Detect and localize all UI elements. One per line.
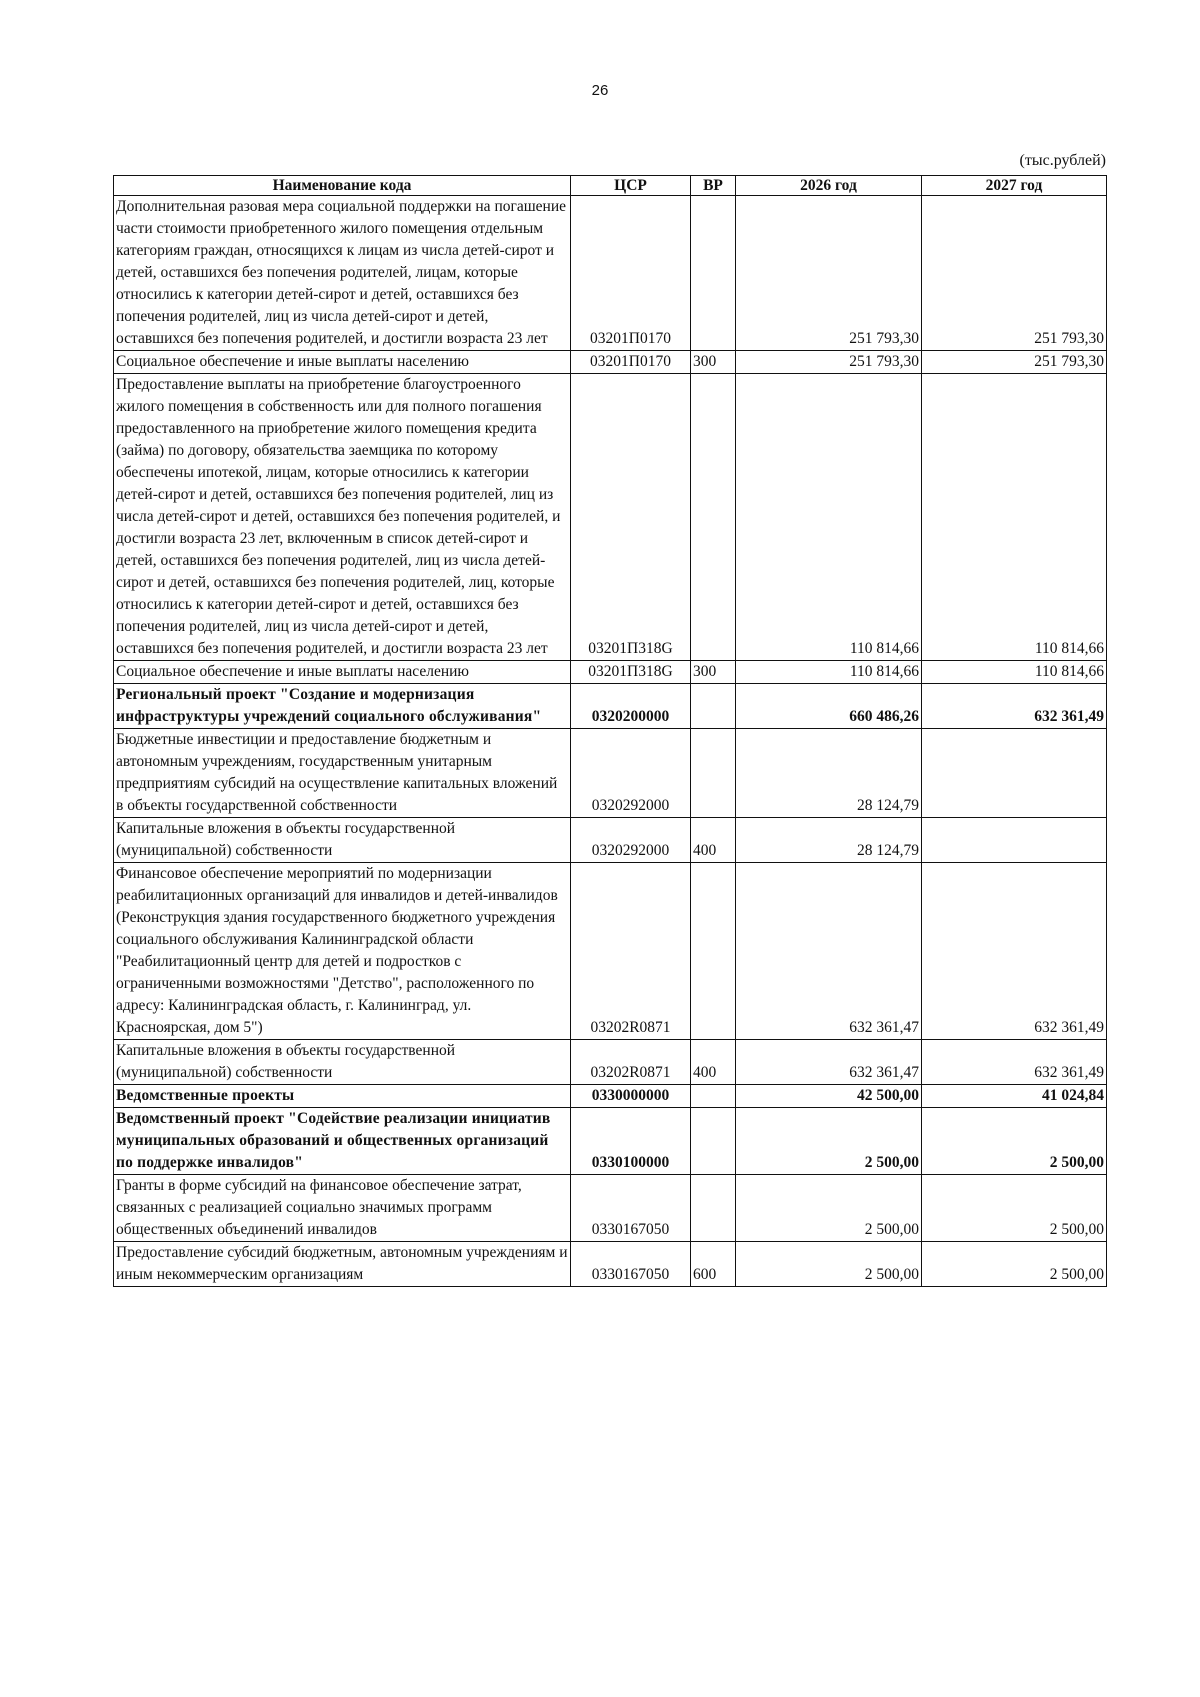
header-csr: ЦСР bbox=[571, 176, 691, 196]
row-2027: 251 793,30 bbox=[922, 196, 1107, 351]
table-row bbox=[114, 1040, 1107, 1085]
row-2027: 2 500,00 bbox=[922, 1108, 1107, 1175]
row-csr: 0320292000 bbox=[571, 729, 691, 818]
row-vr bbox=[691, 374, 736, 661]
table-row bbox=[114, 818, 1107, 863]
row-name: Социальное обеспечение и иные выплаты населению bbox=[114, 351, 571, 374]
row-2026: 2 500,00 bbox=[736, 1175, 922, 1242]
row-2027: 632 361,49 bbox=[922, 1040, 1107, 1085]
table-row bbox=[114, 374, 1107, 661]
table-row bbox=[114, 661, 1107, 684]
row-name: Ведомственный проект "Содействие реализации инициатив муниципальных образований и общественных организаций по поддержке инвалидов" bbox=[114, 1108, 571, 1175]
header-2027: 2027 год bbox=[922, 176, 1107, 196]
row-2026: 110 814,66 bbox=[736, 374, 922, 661]
budget-table bbox=[113, 175, 1107, 1287]
row-vr: 300 bbox=[691, 661, 736, 684]
row-vr: 400 bbox=[691, 818, 736, 863]
row-name: Гранты в форме субсидий на финансовое обеспечение затрат, связанных с реализацией социально значимых программ общественных объединений инвалидов bbox=[114, 1175, 571, 1242]
row-csr: 03201П0170 bbox=[571, 351, 691, 374]
row-name: Капитальные вложения в объекты государственной (муниципальной) собственности bbox=[114, 818, 571, 863]
row-vr bbox=[691, 1175, 736, 1242]
row-vr: 600 bbox=[691, 1242, 736, 1287]
row-vr bbox=[691, 863, 736, 1040]
units-label: (тыс.рублей) bbox=[1019, 152, 1106, 169]
row-name: Ведомственные проекты bbox=[114, 1085, 571, 1108]
table-row bbox=[114, 1242, 1107, 1287]
table-row-section bbox=[114, 1108, 1107, 1175]
row-csr: 0330167050 bbox=[571, 1175, 691, 1242]
row-2026: 251 793,30 bbox=[736, 351, 922, 374]
row-2026: 2 500,00 bbox=[736, 1242, 922, 1287]
row-csr: 03201П318G bbox=[571, 374, 691, 661]
page-number: 26 bbox=[591, 82, 609, 99]
row-csr: 03201П318G bbox=[571, 661, 691, 684]
row-csr: 0320200000 bbox=[571, 684, 691, 729]
table-row-section bbox=[114, 1085, 1107, 1108]
row-2026: 251 793,30 bbox=[736, 196, 922, 351]
row-csr: 0330167050 bbox=[571, 1242, 691, 1287]
row-csr: 0330100000 bbox=[571, 1108, 691, 1175]
row-2026: 28 124,79 bbox=[736, 818, 922, 863]
row-name: Бюджетные инвестиции и предоставление бюджетным и автономным учреждениям, государственным унитарным предприятиям субсидий на осуществление капитальных вложений в объекты государственной собственности bbox=[114, 729, 571, 818]
table-header-row bbox=[114, 176, 1107, 196]
row-name: Капитальные вложения в объекты государственной (муниципальной) собственности bbox=[114, 1040, 571, 1085]
row-vr bbox=[691, 1108, 736, 1175]
row-vr bbox=[691, 1085, 736, 1108]
header-vr: ВР bbox=[691, 176, 736, 196]
table-row bbox=[114, 863, 1107, 1040]
row-name: Финансовое обеспечение мероприятий по модернизации реабилитационных организаций для инвалидов и детей-инвалидов (Реконструкция здания государственного бюджетного учреждения социального обслуживания Калининградской области "Реабилитационный центр для детей и подростков с ограниченными возможностями "Детство", расположенного по адресу: Калининградская область, г. Калининград, ул. Красноярская, дом 5") bbox=[114, 863, 571, 1040]
row-2027: 41 024,84 bbox=[922, 1085, 1107, 1108]
row-2027 bbox=[922, 729, 1107, 818]
row-2027: 2 500,00 bbox=[922, 1242, 1107, 1287]
row-2026: 42 500,00 bbox=[736, 1085, 922, 1108]
row-2027: 632 361,49 bbox=[922, 684, 1107, 729]
table-row bbox=[114, 729, 1107, 818]
row-2026: 632 361,47 bbox=[736, 1040, 922, 1085]
row-vr bbox=[691, 196, 736, 351]
row-vr bbox=[691, 729, 736, 818]
row-2027: 251 793,30 bbox=[922, 351, 1107, 374]
row-2026: 110 814,66 bbox=[736, 661, 922, 684]
row-2026: 28 124,79 bbox=[736, 729, 922, 818]
row-vr bbox=[691, 684, 736, 729]
row-csr: 03201П0170 bbox=[571, 196, 691, 351]
row-vr: 300 bbox=[691, 351, 736, 374]
table-row bbox=[114, 196, 1107, 351]
row-2027 bbox=[922, 818, 1107, 863]
row-2027: 110 814,66 bbox=[922, 374, 1107, 661]
table-row-section bbox=[114, 684, 1107, 729]
row-vr: 400 bbox=[691, 1040, 736, 1085]
header-2026: 2026 год bbox=[736, 176, 922, 196]
row-2027: 632 361,49 bbox=[922, 863, 1107, 1040]
header-name: Наименование кода bbox=[114, 176, 571, 196]
row-csr: 03202R0871 bbox=[571, 1040, 691, 1085]
row-2026: 660 486,26 bbox=[736, 684, 922, 729]
table-row bbox=[114, 351, 1107, 374]
row-name: Предоставление выплаты на приобретение благоустроенного жилого помещения в собственность или для полного погашения предоставленного на приобретение жилого помещения кредита (займа) по договору, обязательства заемщика по которому обеспечены ипотекой, лицам, которые относились к категории детей-сирот и детей, оставшихся без попечения родителей, лиц из числа детей-сирот и детей, оставшихся без попечения родителей, и достигли возраста 23 лет, включенным в список детей-сирот и детей, оставшихся без попечения родителей, лиц из числа детей-сирот и детей, оставшихся без попечения родителей, лиц, которые относились к категории детей-сирот и детей, оставшихся без попечения родителей, лиц из числа детей-сирот и детей, оставшихся без попечения родителей, и достигли возраста 23 лет bbox=[114, 374, 571, 661]
row-2026: 2 500,00 bbox=[736, 1108, 922, 1175]
table-row bbox=[114, 1175, 1107, 1242]
row-csr: 0320292000 bbox=[571, 818, 691, 863]
row-name: Предоставление субсидий бюджетным, автономным учреждениям и иным некоммерческим организациям bbox=[114, 1242, 571, 1287]
row-name: Региональный проект "Создание и модернизация инфраструктуры учреждений социального обслуживания" bbox=[114, 684, 571, 729]
row-csr: 03202R0871 bbox=[571, 863, 691, 1040]
row-csr: 0330000000 bbox=[571, 1085, 691, 1108]
row-2027: 2 500,00 bbox=[922, 1175, 1107, 1242]
row-2026: 632 361,47 bbox=[736, 863, 922, 1040]
row-name: Дополнительная разовая мера социальной поддержки на погашение части стоимости приобретенного жилого помещения отдельным категориям граждан, относящихся к лицам из числа детей-сирот и детей, оставшихся без попечения родителей, лицам, которые относились к категории детей-сирот и детей, оставшихся без попечения родителей, лиц из числа детей-сирот и детей, оставшихся без попечения родителей, и достигли возраста 23 лет bbox=[114, 196, 571, 351]
row-name: Социальное обеспечение и иные выплаты населению bbox=[114, 661, 571, 684]
row-2027: 110 814,66 bbox=[922, 661, 1107, 684]
